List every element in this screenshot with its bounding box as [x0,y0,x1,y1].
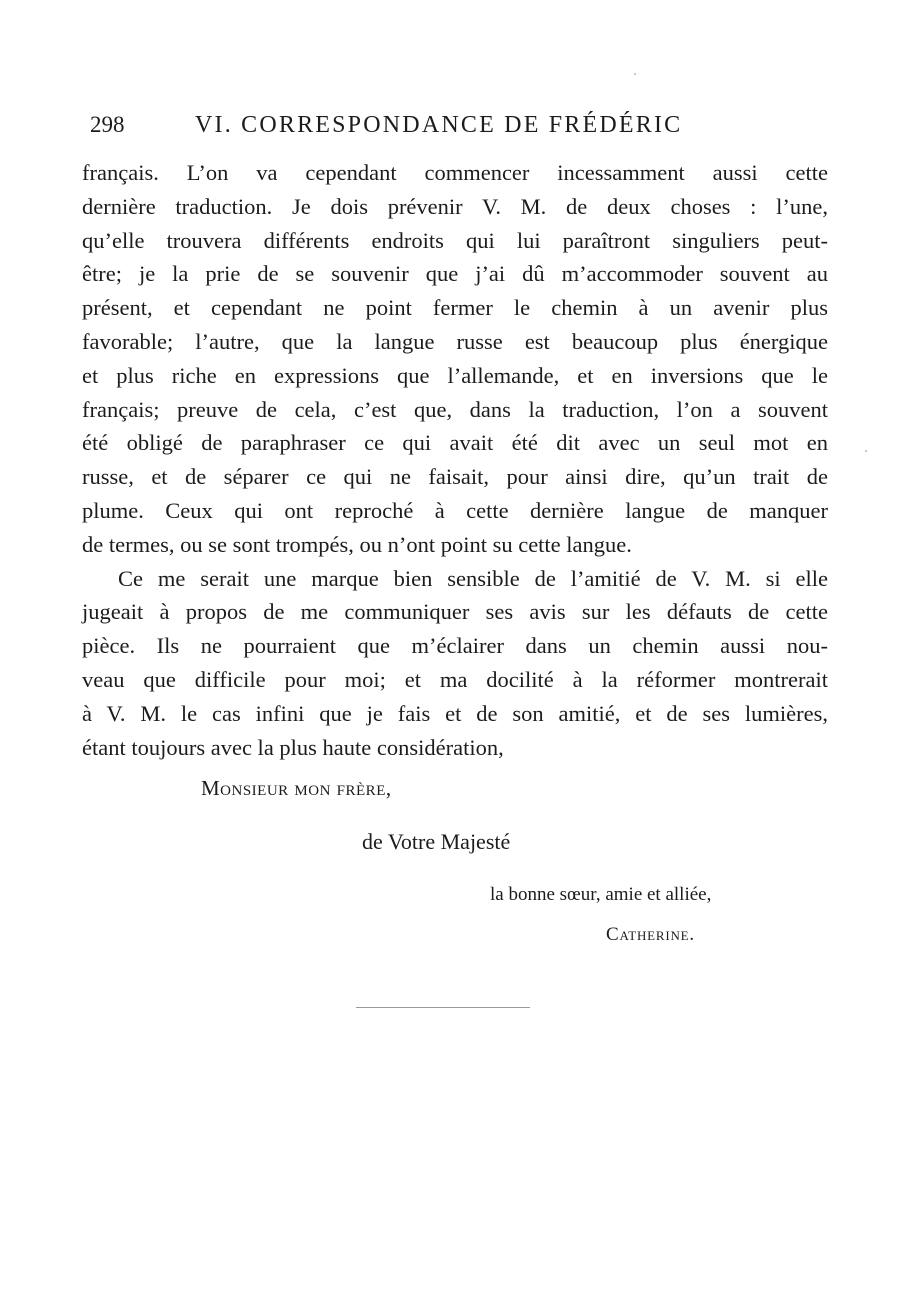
text-line: russe, et de séparer ce qui ne faisait, pour ainsi dire, qu’un trait de [82,464,828,490]
page-number: 298 [90,112,125,137]
text-line: favorable; l’autre, que la langue russe est beaucoup plus énergique [82,328,828,354]
text-line: et plus riche en expressions que l’allemande, et en inversions que le [82,362,828,388]
paper-speck [865,450,867,452]
text-line: de termes, ou se sont trompés, ou n’ont point su cette langue. [82,531,632,557]
paragraph-2 [82,562,828,765]
paragraph-1 [82,156,828,562]
text-line: être; je la prie de se souvenir que j’ai dû m’accommoder souvent au [82,261,828,287]
text-line: veau que difficile pour moi; et ma docilité à la réformer montrerait [82,666,828,692]
text-line: à V. M. le cas infini que je fais et de son amitié, et de ses lumières, [82,700,828,726]
salutation: Monsieur mon frère, [201,776,392,800]
text-line: été obligé de paraphraser ce qui avait été dit avec un seul mot en [82,430,828,456]
text-line: pièce. Ils ne pourraient que m’éclairer dans un chemin aussi nou- [82,633,828,659]
running-head [90,106,830,146]
body-text [82,156,828,764]
text-line: français. L’on va cependant commencer incessamment aussi cette [82,160,828,185]
sister-line: la bonne sœur, amie et alliée, [490,884,712,905]
of-majesty-line: de Votre Majesté [362,829,511,854]
text-line: français; preuve de cela, c’est que, dans la traduction, l’on a souvent [82,396,828,422]
text-line: qu’elle trouvera différents endroits qui lui paraîtront singuliers peut- [82,227,828,253]
text-line: Ce me serait une marque bien sensible de l’amitié de V. M. si elle [118,565,828,591]
text-line: dernière traduction. Je dois prévenir V. M. de deux choses : l’une, [82,193,828,219]
text-line: plume. Ceux qui ont reproché à cette dernière langue de manquer [82,497,828,523]
text-line: jugeait à propos de me communiquer ses avis sur les défauts de cette [82,599,828,625]
text-line: étant toujours avec la plus haute considération, [82,734,504,760]
end-rule [356,1007,530,1008]
signature: Catherine. [606,924,695,945]
running-title: VI. CORRESPONDANCE DE FRÉDÉRIC [195,112,683,138]
text-line: présent, et cependant ne point fermer le chemin à un avenir plus [82,295,828,321]
paper-speck [634,73,636,75]
